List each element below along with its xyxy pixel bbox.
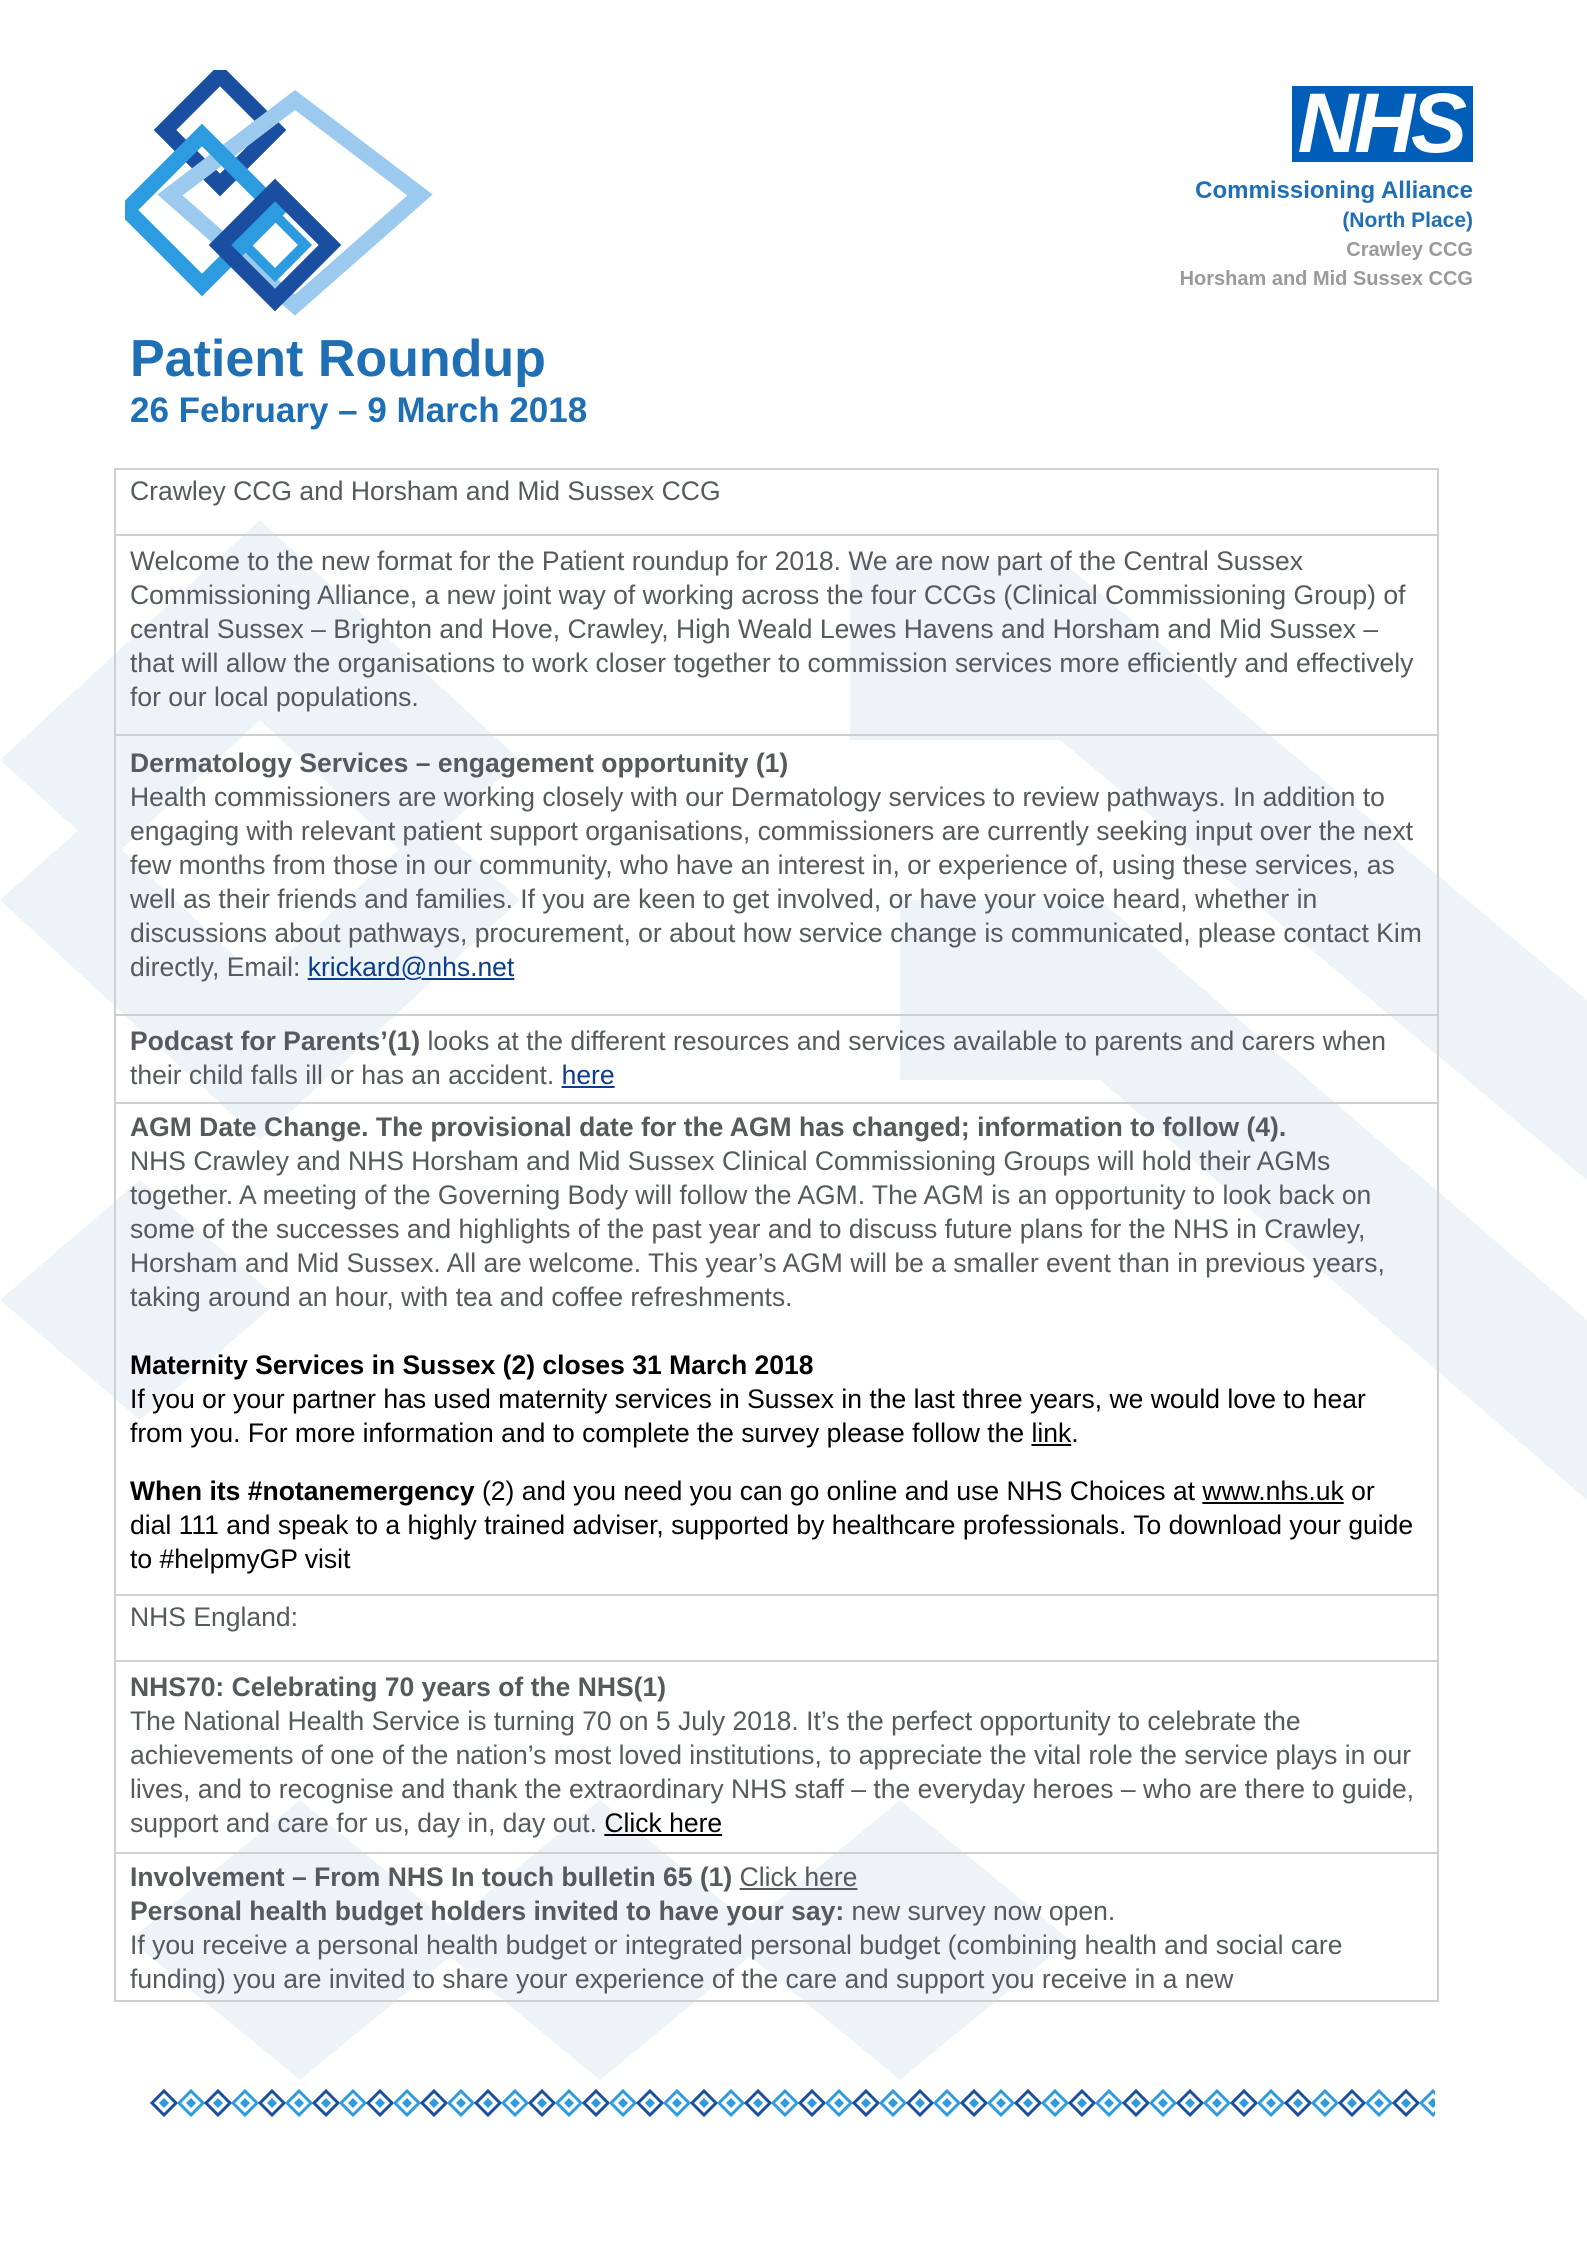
footer-diamond-center bbox=[213, 2098, 223, 2108]
nhs70-link[interactable]: Click here bbox=[604, 1808, 723, 1838]
agm-section bbox=[115, 1103, 1438, 1595]
table-row bbox=[115, 1015, 1438, 1103]
date-range: 26 February – 9 March 2018 bbox=[130, 391, 588, 430]
table-row bbox=[115, 469, 1438, 535]
footer-diamond-center bbox=[753, 2098, 763, 2108]
ccg-heading: Crawley CCG and Horsham and Mid Sussex CCG bbox=[115, 469, 1438, 535]
footer-diamond-center bbox=[1320, 2098, 1330, 2108]
footer-diamond-center bbox=[1131, 2098, 1141, 2108]
footer-diamond-center bbox=[807, 2098, 817, 2108]
alliance-name: Commissioning Alliance bbox=[1195, 177, 1473, 204]
footer-diamond-center bbox=[429, 2098, 439, 2108]
footer-diamond-center bbox=[1428, 2098, 1435, 2108]
ccg-horsham: Horsham and Mid Sussex CCG bbox=[1179, 268, 1473, 290]
footer-diamond-center bbox=[834, 2098, 844, 2108]
alliance-logo-icon bbox=[125, 70, 435, 320]
agm-title: AGM Date Change. The provisional date for the AGM has changed; information to follow (4). bbox=[130, 1112, 1287, 1142]
maternity-paragraph bbox=[130, 1382, 1423, 1450]
page-title: Patient Roundup bbox=[130, 330, 546, 388]
nhs70-section bbox=[115, 1661, 1438, 1853]
footer-diamond-center bbox=[1077, 2098, 1087, 2108]
podcast-link[interactable]: here bbox=[561, 1060, 615, 1090]
table-row bbox=[115, 735, 1438, 1015]
nhs-england-heading: NHS England: bbox=[115, 1595, 1438, 1661]
footer-diamond-center bbox=[699, 2098, 709, 2108]
footer-diamond-center bbox=[1239, 2098, 1249, 2108]
footer-diamond-center bbox=[1185, 2098, 1195, 2108]
table-row bbox=[115, 535, 1438, 735]
table-row bbox=[115, 1595, 1438, 1661]
involvement-title: Involvement – From NHS In touch bulletin 65 (1) bbox=[130, 1862, 740, 1892]
involvement-link[interactable]: Click here bbox=[739, 1862, 858, 1892]
phb-title: Personal health budget holders invited to have your say: bbox=[130, 1896, 845, 1926]
footer-diamond-center bbox=[618, 2098, 628, 2108]
footer-diamond-center bbox=[240, 2098, 250, 2108]
footer-diamond-center bbox=[159, 2098, 169, 2108]
email-link[interactable]: krickard@nhs.net bbox=[307, 952, 515, 982]
footer-diamond-center bbox=[537, 2098, 547, 2108]
footer-diamond-center bbox=[780, 2098, 790, 2108]
footer-diamond-center bbox=[294, 2098, 304, 2108]
footer-diamond-center bbox=[645, 2098, 655, 2108]
dermatology-section bbox=[115, 735, 1438, 1015]
footer-diamond-center bbox=[861, 2098, 871, 2108]
footer-diamond-center bbox=[456, 2098, 466, 2108]
footer-diamond-center bbox=[564, 2098, 574, 2108]
maternity-title: Maternity Services in Sussex (2) closes 31 March 2018 bbox=[130, 1350, 814, 1380]
notanemergency-paragraph bbox=[130, 1474, 1423, 1576]
phb-body: If you receive a personal health budget or integrated personal budget (combining health and social care funding) you are invited to share your experience of the care and support you receive in a new bbox=[130, 1930, 1343, 1994]
footer-diamond-center bbox=[591, 2098, 601, 2108]
footer-diamond-center bbox=[1401, 2098, 1411, 2108]
footer-diamond-center bbox=[1266, 2098, 1276, 2108]
footer-diamond-center bbox=[1158, 2098, 1168, 2108]
footer-diamond-center bbox=[1212, 2098, 1222, 2108]
notanemergency-body1: (2) and you need you can go online and use NHS Choices at bbox=[474, 1476, 1203, 1506]
notanemergency-body2: or dial 111 and speak to a highly trained adviser, supported by healthcare professionals. To download your guide to #helpmyGP visit bbox=[130, 1476, 1414, 1574]
dermatology-title: Dermatology Services – engagement opportunity (1) bbox=[130, 748, 789, 778]
footer-diamond-center bbox=[672, 2098, 682, 2108]
maternity-end: . bbox=[1071, 1418, 1079, 1448]
footer-diamond-center bbox=[267, 2098, 277, 2108]
footer-diamond-center bbox=[915, 2098, 925, 2108]
phb-sub-body: new survey now open. bbox=[844, 1896, 1116, 1926]
table-row bbox=[115, 1853, 1438, 2001]
welcome-text: Welcome to the new format for the Patient roundup for 2018. We are now part of the Central Sussex Commissioning Alliance, a new joint way of working across the four CCGs (Clinical Commissioning Group) of central Sussex – Brighton and Hove, Crawley, High Weald Lewes Havens and Horsham and Mid Sussex – that will allow the organisations to work closer together to commission services more efficiently and effectively for our local populations. bbox=[115, 535, 1438, 735]
dermatology-body: Health commissioners are working closely with our Dermatology services to review pathways. In addition to engaging with relevant patient support organisations, commissioners are currently seeking input over the next few months from those in our community, who have an interest in, or experience of, using these services, as well as their friends and families. If you are keen to get involved, or have your voice heard, whether in discussions about pathways, procurement, or about how service change is communicated, please contact Kim directly, Email: bbox=[130, 782, 1422, 982]
nhs-branding bbox=[1023, 76, 1473, 294]
footer-diamond-center bbox=[969, 2098, 979, 2108]
footer-diamond-center bbox=[1374, 2098, 1384, 2108]
nhs-logo: NHS bbox=[1292, 86, 1473, 162]
notanemergency-title: When its #notanemergency bbox=[130, 1476, 475, 1506]
nhs70-body: The National Health Service is turning 70 on 5 July 2018. It’s the perfect opportunity to celebrate the achievements of one of the nation’s most loved institutions, to appreciate the vital role the service plays in our lives, and to recognise and thank the extraordinary NHS staff – the everyday heroes – who are there to guide, support and care for us, day in, day out. bbox=[130, 1706, 1415, 1838]
footer-diamond-center bbox=[888, 2098, 898, 2108]
podcast-title: Podcast for Parents’(1) bbox=[130, 1026, 421, 1056]
maternity-body: If you or your partner has used maternity services in Sussex in the last three years, we would love to hear from you. For more information and to complete the survey please follow the bbox=[130, 1384, 1366, 1448]
footer-diamond-center bbox=[510, 2098, 520, 2108]
table-row bbox=[115, 1103, 1438, 1595]
footer-diamond-center bbox=[1293, 2098, 1303, 2108]
agm-body: NHS Crawley and NHS Horsham and Mid Sussex Clinical Commissioning Groups will hold their AGMs together. A meeting of the Governing Body will follow the AGM. The AGM is an opportunity to look back on some of the successes and highlights of the past year and to discuss future plans for the NHS in Crawley, Horsham and Mid Sussex. All are welcome. This year’s AGM will be a smaller event than in previous years, taking around an hour, with tea and coffee refreshments. bbox=[130, 1146, 1385, 1312]
footer-diamond-center bbox=[375, 2098, 385, 2108]
footer-diamond-center bbox=[1023, 2098, 1033, 2108]
footer-diamond-center bbox=[1104, 2098, 1114, 2108]
footer-diamond-center bbox=[726, 2098, 736, 2108]
footer-diamond-center bbox=[321, 2098, 331, 2108]
table-row bbox=[115, 1661, 1438, 1853]
footer-diamond-center bbox=[996, 2098, 1006, 2108]
ccg-crawley: Crawley CCG bbox=[1346, 239, 1473, 261]
footer-diamond-center bbox=[402, 2098, 412, 2108]
footer-diamond-center bbox=[348, 2098, 358, 2108]
footer-decoration bbox=[150, 2085, 1435, 2121]
footer-diamond-center bbox=[942, 2098, 952, 2108]
nhs-choices-link[interactable]: www.nhs.uk bbox=[1202, 1476, 1344, 1506]
content-table bbox=[114, 468, 1439, 2002]
footer-diamond-center bbox=[1050, 2098, 1060, 2108]
podcast-section bbox=[115, 1015, 1438, 1103]
involvement-section bbox=[115, 1853, 1438, 2001]
footer-diamond-center bbox=[483, 2098, 493, 2108]
nhs70-title: NHS70: Celebrating 70 years of the NHS(1) bbox=[130, 1672, 667, 1702]
podcast-body: looks at the different resources and services available to parents and carers when their child falls ill or has an accident. bbox=[130, 1026, 1386, 1090]
footer-diamond-center bbox=[1347, 2098, 1357, 2108]
place-name: (North Place) bbox=[1342, 209, 1473, 232]
maternity-link[interactable]: link bbox=[1031, 1418, 1072, 1448]
footer-diamond-center bbox=[186, 2098, 196, 2108]
